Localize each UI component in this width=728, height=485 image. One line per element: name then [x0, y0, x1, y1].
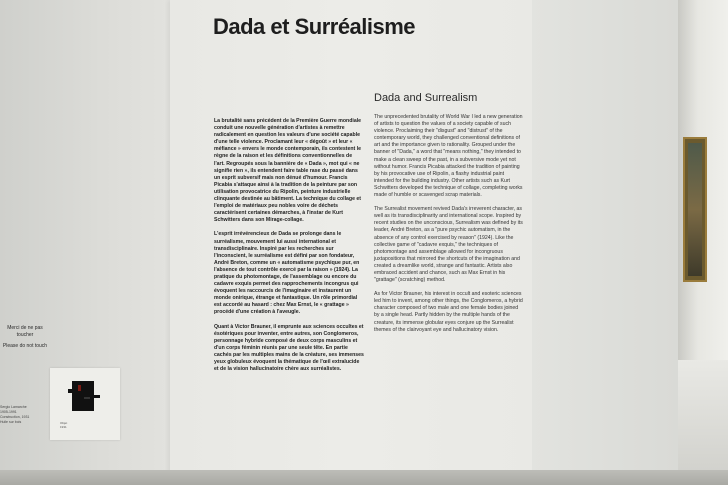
french-paragraph: La brutalité sans précédent de la Première Guerre mondiale conduit une nouvelle génération d'artistes à remettre radicalement en question les valeurs d'une société capable d'une telle violence. Proclamant leur « dégoût » et leur « méfiance » envers le monde contemporain, ils contestent le règne de la raison et les définitions conventionnelles de l'art. Regroupés sous la bannière de « Dada », mot qui « ne signifie rien », ils entendent faire table rase du passé dans un esprit subversif mais non dénué d'humour. Francis Picabia s'attaque ainsi à la tradition de la peinture par son utilisation provocatrice du Ripolin, peinture industrielle clinquante destinée au bâtiment. La technique du collage et l'emploi de matériaux peu nobles voire de déchets caractérisent certaines démarches, à l'instar de Kurt Schwitters dans son Mirage-collage. [214, 118, 362, 224]
sign-line-french: Merci de ne pas [7, 325, 43, 331]
do-not-touch-sign [0, 325, 50, 360]
label-line: Construction, 1931 [0, 415, 30, 419]
english-text-column [374, 114, 524, 341]
label-line: 1905-1991 [0, 410, 17, 414]
english-paragraph: As for Victor Brauner, his interest in occult and esoteric sciences led him to invent, among other things, the Conglomeros, a hybrid character composed of two male and one female bodies joined by a single head. Partly hidden by the multiple hands of the creature, its immense globular eyes conjure up the Surrealist themes of the clairvoyant eye and hallucinatory vision. [374, 291, 523, 333]
label-line: Sergio Lamarche [0, 405, 27, 409]
french-paragraph: Quant à Victor Brauner, il emprunte aux sciences occultes et ésotériques pour inventer, entre autres, son Conglomeros, personnage hybride composé de deux corps masculins et d'un corps féminin réunis par une seule tête. En partie cachés par les multiples mains de la créature, ses immenses yeux globuleux évoquent la thématique de l'œil extralucide et de la vision hallucinatoire chère aux surréalistes. [214, 323, 364, 373]
painting-canvas [688, 143, 702, 276]
english-paragraph: The Surrealist movement revived Dada's irreverent character, as well as its transdisciplinarity and international scope. Inspired by recent studies on the unconscious, Surrealism was defined by its leader, André Breton, as a "pure psychic automatism, in the absence of any control exercised by reason" (1924). Like the collective game of "cadavre exquis," the techniques of photomontage and assemblage allowed for incongruous juxtapositions that mirrored the shortcuts of the imagination and created a dreamlike world, strange and fantastic. Artists also embraced accident and chance, such as Max Ernst in his "grattage" (scratching) method. [374, 206, 523, 284]
artwork-thumbnail [64, 375, 104, 415]
english-paragraph: The unprecedented brutality of World War I led a new generation of artists to question the values of a society capable of such violence. Proclaiming their "disgust" and "distrust" of the contemporary world, they challenged conventional definitions of art and the importance given to rationality. Grouped under the banner of "Dada," a word that "means nothing," they intended to make a clean sweep of the past, in a subversive mode yet not without humor. Francis Picabia attacked the tradition of painting by his provocative use of Ripolin, a flashy industrial paint intended for the building industry. Other artists such as Kurt Schwitters developed the technique of collage, completing works made of humble or scavenged scrap materials. [374, 114, 523, 199]
french-paragraph: L'esprit irrévérencieux de Dada se prolonge dans le surréalisme, mouvement lui aussi international et transdisciplinaire. Inspiré par les recherches sur l'inconscient, le surréalisme est défini par son fondateur, André Breton, comme un « automatisme psychique pur, en l'absence de tout contrôle exercé par la raison » (1924). La pratique du photomontage, de l'assemblage ou encore du cadavre exquis permet des rapprochements incongrus qui évoquent les raccourcis de l'imaginaire et instaurent un monde onirique, étrange et fantastique. Un rôle primordial est accordé au hasard : chez Max Ernst, le « grattage » procédé d'une création à l'aveugle. [214, 231, 360, 316]
english-subtitle: Dada and Surrealism [374, 92, 478, 104]
page-title: Dada et Surréalisme [213, 14, 416, 39]
framed-painting [683, 137, 707, 282]
artwork-label [0, 405, 48, 425]
side-panel [532, 0, 678, 485]
card-caption-line: Objet [60, 421, 68, 425]
sign-line-french: toucher [16, 332, 34, 338]
floor [0, 470, 728, 485]
card-caption-line: 1931 [60, 425, 67, 429]
artwork-card [50, 368, 120, 440]
far-room-floor [678, 360, 728, 485]
sign-line-english: Please do not touch [2, 343, 48, 349]
label-line: Huile sur bois [0, 420, 22, 424]
french-text-column [214, 118, 364, 380]
card-caption [60, 421, 110, 429]
